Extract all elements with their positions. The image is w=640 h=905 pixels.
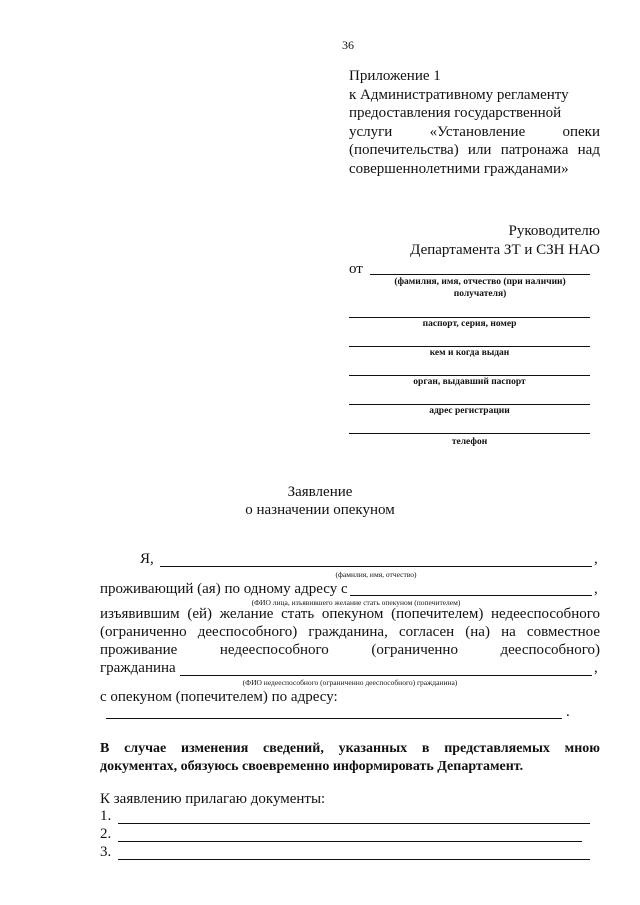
caption-citizen-fio: (ФИО недееспособного (ограниченно дееспособного) гражданина) [242, 678, 458, 687]
comma: , [594, 581, 598, 597]
body-line-4 [100, 624, 600, 641]
caption-guardian-fio: (ФИО лица, изъявившего желание стать опекуном (попечителем) [251, 598, 461, 607]
caption-authority: орган, выдавший паспорт [413, 377, 526, 387]
body-word: (на) [465, 624, 490, 640]
passport-line[interactable] [349, 317, 590, 318]
addressee-line-1: Руководителю [508, 223, 600, 239]
notice-word: изменения [181, 741, 249, 756]
notice-word: мною [564, 741, 600, 756]
addressee-line-2: Департамента ЗТ и СЗН НАО [410, 242, 600, 258]
notice-line-1 [100, 741, 600, 757]
attachment-line-2[interactable] [118, 841, 582, 842]
caption-applicant-name [370, 276, 590, 300]
attachment-number: 2. [100, 826, 112, 842]
appendix-word: патронажа [500, 142, 569, 158]
attachment-line-3[interactable] [118, 859, 590, 860]
body-word: гражданина, [308, 624, 388, 640]
period: . [566, 704, 570, 720]
notice-word: В [100, 741, 110, 756]
caption-fio: (фамилия, имя, отчество) [335, 570, 417, 579]
caption-issued: кем и когда выдан [429, 348, 510, 358]
body-word: недееспособного [491, 606, 600, 622]
appendix-block [349, 67, 600, 178]
attachment-number: 3. [100, 844, 112, 860]
applicant-name-line[interactable] [370, 274, 590, 275]
caption-name-line-2: получателя) [453, 289, 507, 299]
caption-passport: паспорт, серия, номер [422, 319, 517, 329]
citizen-label: гражданина [100, 660, 176, 676]
phone-line[interactable] [349, 433, 590, 434]
issued-line[interactable] [349, 346, 590, 347]
body-word: (ограниченно [100, 624, 187, 640]
body-word: (ей) [187, 606, 213, 622]
appendix-line-4 [349, 123, 600, 142]
body-line-3 [100, 606, 600, 623]
body-word: (ограниченно [371, 642, 458, 658]
appendix-word: (попечительства) [349, 142, 459, 158]
citizen-fio-line[interactable] [180, 675, 592, 676]
body-word: стать [281, 606, 315, 622]
body-word: проживание [100, 642, 178, 658]
authority-line[interactable] [349, 375, 590, 376]
with-guardian-label: с опекуном (попечителем) по адресу: [100, 689, 338, 705]
body-word: недееспособного [219, 642, 329, 658]
body-word: желание [219, 606, 274, 622]
comma: , [594, 660, 598, 676]
body-word: опекуном [321, 606, 384, 622]
body-word: изъявившим [100, 606, 180, 622]
appendix-line-2: к Административному регламенту [349, 86, 569, 103]
notice-word: в [421, 741, 430, 756]
caption-address: адрес регистрации [429, 406, 510, 416]
page-number: 36 [342, 38, 354, 52]
appendix-line-3: предоставления государственной [349, 105, 562, 121]
from-label: от [349, 261, 363, 277]
notice-word: указанных [338, 741, 408, 756]
attachments-label: К заявлению прилагаю документы: [100, 791, 326, 807]
body-word: совместное [526, 624, 600, 640]
appendix-word: или [467, 142, 492, 158]
body-word: согласен [398, 624, 455, 640]
appendix-line-1: Приложение 1 [349, 68, 441, 84]
caption-phone: телефон [451, 437, 488, 447]
comma: , [594, 551, 598, 567]
notice-line-2: документах, обязуюсь своевременно информировать Департамент. [100, 759, 524, 774]
body-word: на [501, 624, 516, 640]
document-subtitle: о назначении опекуном [245, 502, 395, 518]
caption-name-line-1: (фамилия, имя, отчество (при наличии) [394, 277, 566, 287]
body-word: (попечителем) [391, 606, 484, 622]
applicant-fio-line[interactable] [160, 566, 592, 567]
attachment-number: 1. [100, 808, 112, 824]
living-label: проживающий (ая) по одному адресу с [100, 581, 348, 597]
notice-word: сведений, [263, 741, 324, 756]
i-label: Я, [140, 551, 154, 567]
body-word: дееспособного) [197, 624, 298, 640]
document-title: Заявление [287, 484, 353, 500]
attachment-line-1[interactable] [118, 823, 590, 824]
notice-word: представляемых [444, 741, 550, 756]
appendix-word: над [577, 142, 600, 158]
notice-word: случае [124, 741, 167, 756]
body-word: дееспособного) [500, 642, 600, 658]
appendix-word: услуги [349, 123, 393, 140]
body-line-5 [100, 642, 600, 659]
appendix-word: опеки [562, 123, 600, 140]
appendix-line-6: совершеннолетними гражданами» [349, 160, 569, 177]
registration-address-line[interactable] [349, 404, 590, 405]
guardian-address-line[interactable] [106, 718, 562, 719]
guardian-fio-line[interactable] [350, 595, 592, 596]
appendix-word: «Установление [429, 123, 526, 140]
appendix-line-5 [349, 141, 600, 160]
